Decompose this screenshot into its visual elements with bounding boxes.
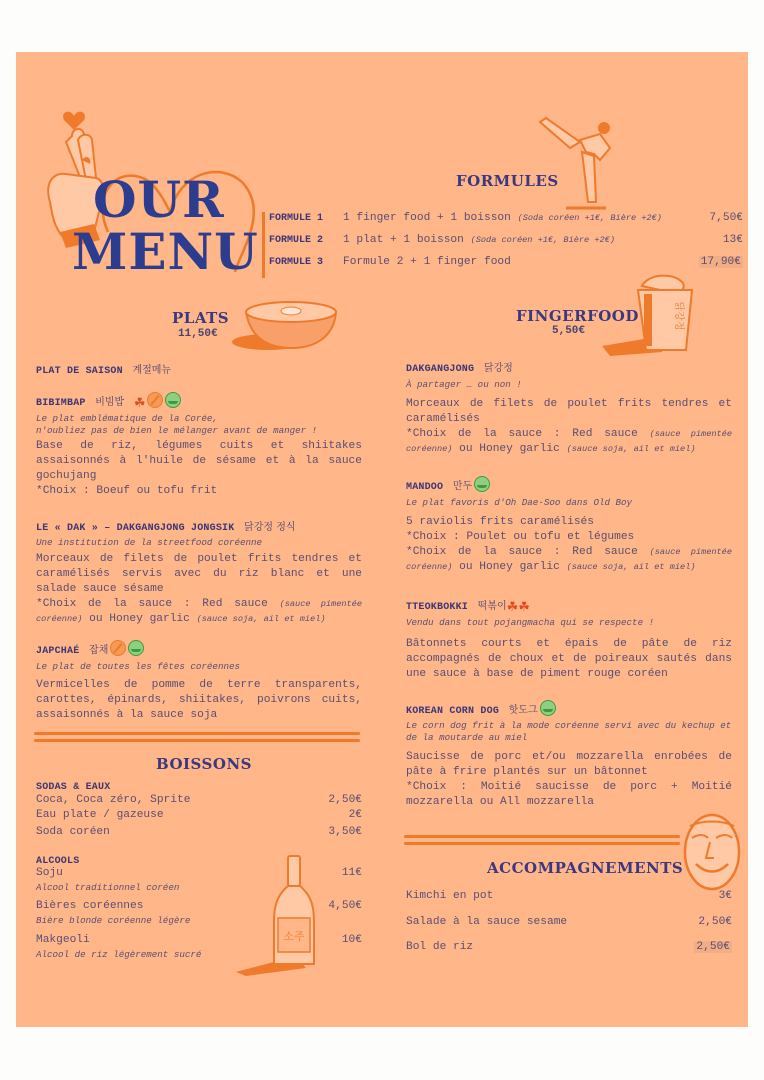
item-choice-note: (sauce pimentée coréenne)	[36, 599, 362, 624]
side-name: Salade à la sauce sesame	[406, 916, 568, 928]
item-choice: *Choix : Poulet ou tofu et légumes	[406, 531, 635, 543]
drink-price: 11€	[341, 867, 362, 879]
side-row	[406, 941, 732, 953]
formule-desc: Formule 2 + 1 finger food	[343, 256, 511, 268]
formule-price: 13€	[722, 234, 743, 246]
hahoe-mask-icon	[682, 812, 742, 892]
item-choice: *Choix : Moitié saucisse de porc + Moitié mozzarella ou All mozzarella	[406, 781, 732, 808]
drink-desc: Bière blonde coréenne légère	[36, 915, 191, 926]
formule-label: FORMULE 2	[269, 235, 324, 246]
item-name: DAKGANGJONG	[406, 364, 475, 375]
fingerfood-item-tteokbokki	[406, 596, 732, 682]
formule-row	[269, 234, 743, 256]
chili-icon: ☘	[518, 600, 530, 615]
item-name: TTEOKBOKKI	[406, 602, 469, 613]
drink-row	[36, 794, 362, 806]
fingerfood-price: 5,50€	[552, 325, 586, 337]
item-description: Base de riz, légumes cuits et shiitakes assaisonnés à l'huile de sésame et à la sauce gochujang	[36, 440, 362, 482]
item-korean: 만두	[452, 481, 473, 492]
gluten-free-icon	[147, 392, 163, 408]
item-korean: 닭강정 정식	[244, 522, 296, 533]
drink-name: Soda coréen	[36, 826, 110, 838]
svg-text:소주: 소주	[283, 930, 305, 943]
vegan-icon	[165, 392, 181, 408]
item-choice: ou Honey garlic	[459, 443, 560, 455]
item-choice-note: (sauce soja, ail et miel)	[196, 614, 326, 624]
item-subtitle: Le plat de toutes les fêtes coréennes	[36, 661, 240, 672]
gluten-free-icon	[110, 640, 126, 656]
item-name: LE « DAK » – DAKGANGJONG JONGSIK	[36, 523, 235, 534]
item-subtitle: n'oubliez pas de bien le mélanger avant de manger !	[36, 425, 318, 436]
item-subtitle: Le plat emblématique de la Corée,	[36, 413, 218, 424]
drink-name: Soju	[36, 867, 63, 879]
plats-price: 11,50€	[178, 328, 218, 340]
formule-label: FORMULE 1	[269, 213, 324, 224]
item-korean: 떡볶이	[477, 601, 507, 612]
formule-desc: 1 plat + 1 boisson	[343, 234, 464, 246]
item-korean: 닭강정	[483, 363, 513, 374]
chili-icon: ☘	[506, 600, 519, 615]
formule-price: 17,90€	[700, 256, 741, 268]
side-row	[406, 890, 732, 902]
plat-item-japchae	[36, 640, 362, 723]
side-name: Bol de riz	[406, 941, 474, 953]
item-name: JAPCHAÉ	[36, 646, 80, 657]
drink-desc: Alcool traditionnel coréen	[36, 882, 180, 893]
item-choice-note: (sauce soja, ail et miel)	[566, 562, 696, 572]
drink-price: 10€	[341, 934, 362, 946]
item-subtitle: Le corn dog frit à la mode coréenne servi avec du kechup et de la moutarde au miel	[406, 720, 732, 743]
item-choice-note: (sauce soja, ail et miel)	[566, 444, 696, 454]
item-subtitle: À partager … ou non !	[406, 379, 522, 390]
item-name: BIBIMBAP	[36, 398, 86, 409]
drink-price: 2€	[348, 809, 362, 821]
vegan-icon	[540, 700, 556, 716]
formules-heading: FORMULES	[452, 172, 563, 190]
item-choice: *Choix de la sauce : Red sauce	[36, 598, 268, 610]
drink-row	[36, 826, 362, 838]
accompagnements-heading: ACCOMPAGNEMENTS	[483, 859, 687, 877]
bibimbap-bowl-icon	[226, 296, 346, 352]
item-choice: ou Honey garlic	[459, 561, 560, 573]
vegan-icon	[128, 640, 144, 656]
item-name: MANDOO	[406, 482, 444, 493]
fingerfood-item-dakgangjong	[406, 358, 732, 457]
plat-item-bibimbap	[36, 392, 362, 499]
drink-price: 4,50€	[328, 900, 362, 912]
item-name: PLAT DE SAISON	[36, 366, 123, 377]
svg-text:닭강정: 닭강정	[673, 301, 684, 331]
fingerfood-item-corn-dog	[406, 700, 732, 810]
side-price: 3€	[718, 890, 732, 902]
item-choice: ou Honey garlic	[89, 613, 190, 625]
item-description: Morceaux de filets de poulet frits tendres et caramélisés servis avec du riz blanc et une salade sauce sésame	[36, 553, 362, 595]
boissons-heading: BOISSONS	[152, 755, 256, 773]
sodas-heading: SODAS & EAUX	[36, 782, 111, 793]
drink-name: Bières coréennes	[36, 900, 144, 912]
vegan-icon	[474, 476, 490, 492]
item-korean: 핫도그	[508, 705, 538, 716]
item-subtitle: Le plat favoris d'Oh Dae-Soo dans Old Boy	[406, 497, 633, 508]
side-name: Kimchi en pot	[406, 890, 494, 902]
drink-price: 3,50€	[328, 826, 362, 838]
drink-desc: Alcool de riz légèrement sucré	[36, 949, 202, 960]
soju-bottle-icon	[236, 852, 316, 976]
item-description: Saucisse de porc et/ou mozzarella enrobées de pâte à frire plantés sur un bâtonnet	[406, 751, 732, 778]
item-choice-note: (sauce pimentée coréenne)	[406, 429, 732, 454]
item-description: 5 raviolis frits caramélisés	[406, 516, 594, 528]
formule-note: (Soda coréen +1€, Bière +2€)	[470, 235, 615, 245]
menu-title-our: OUR	[93, 170, 225, 229]
item-subtitle: Une institution de la streetfood coréenne	[36, 537, 263, 548]
item-subtitle: Vendu dans tout pojangmacha qui se respecte !	[406, 617, 655, 628]
side-row	[406, 916, 732, 928]
side-price: 2,50€	[698, 916, 732, 928]
drink-name: Coca, Coca zéro, Sprite	[36, 794, 191, 806]
fingerfood-item-mandoo	[406, 476, 732, 575]
plat-item-saison	[36, 360, 362, 378]
item-choice-note: (sauce pimentée coréenne)	[406, 547, 732, 572]
divider	[34, 732, 360, 742]
alcools-heading: ALCOOLS	[36, 856, 80, 867]
formule-note: (Soda coréen +1€, Bière +2€)	[517, 213, 662, 223]
drink-price: 2,50€	[328, 794, 362, 806]
item-korean: 비빔밥	[95, 397, 125, 408]
menu-title-menu: MENU	[72, 222, 259, 281]
drink-name: Makgeoli	[36, 934, 90, 946]
formule-desc: 1 finger food + 1 boisson	[343, 212, 511, 224]
fingerfood-heading: FINGERFOOD	[512, 307, 643, 325]
divider	[404, 835, 680, 845]
item-description: Bâtonnets courts et épais de pâte de riz accompagnés de choux et de poireaux sautés dans une sauce à base de piment rouge coréen	[406, 638, 732, 680]
item-name: KOREAN CORN DOG	[406, 706, 500, 717]
item-description: Vermicelles de pomme de terre transparents, carottes, épinards, shiitakes, poivrons cuits, assaisonnés à la sauce soja	[36, 679, 362, 721]
taekwondo-kicker-icon	[536, 116, 626, 212]
item-choice: *Choix de la sauce : Red sauce	[406, 546, 638, 558]
item-korean: 계절메뉴	[132, 365, 172, 376]
drink-row	[36, 809, 362, 821]
item-description: Morceaux de filets de poulet frits tendres et caramélisés	[406, 398, 732, 425]
drink-name: Eau plate / gazeuse	[36, 809, 164, 821]
formule-label: FORMULE 3	[269, 257, 324, 268]
chili-icon: ☘	[133, 396, 146, 411]
menu-page	[16, 52, 748, 1027]
plats-heading: PLATS	[168, 309, 233, 327]
item-choice: *Choix : Boeuf ou tofu frit	[36, 485, 218, 497]
formule-row	[269, 212, 743, 234]
formule-price: 7,50€	[709, 212, 743, 224]
side-price: 2,50€	[696, 941, 730, 953]
item-choice: *Choix de la sauce : Red sauce	[406, 428, 638, 440]
plat-item-dakgangjong-jongsik	[36, 517, 362, 627]
item-korean: 잡채	[89, 645, 109, 656]
